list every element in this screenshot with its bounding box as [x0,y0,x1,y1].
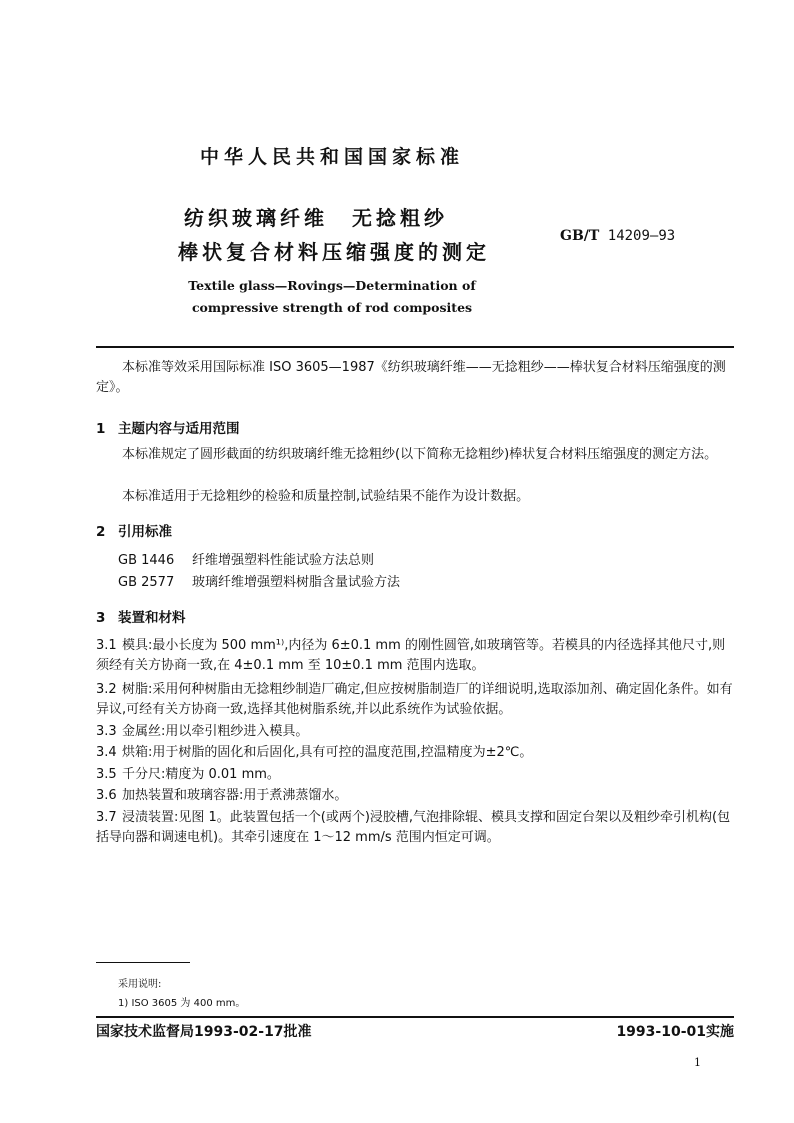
clause-number: 3.4 [96,745,117,760]
section-2-heading [96,520,172,540]
national-standard-title: 中华人民共和国国家标准 [199,146,464,168]
section-3-number: 3 [96,610,106,626]
clause-text: 浸渍装置:见图 1。此装置包括一个(或两个)浸胶槽,气泡排除辊、模具支撑和固定台架以及粗纱牵引机构(包括导向器和调速电机)。其牵引速度在 1～12 mm/s 范围内恒定可调。 [96,810,731,845]
section-2-number: 2 [96,524,106,540]
standard-code-number: 14209—93 [607,228,676,244]
standard-code [560,228,675,244]
section-3-title: 装置和材料 [118,610,186,626]
section-1-title: 主题内容与适用范围 [118,421,240,437]
clause-3-7 [96,808,736,848]
clause-number: 3.7 [96,810,117,825]
clause-text: 金属丝:用以牵引粗纱进入模具。 [122,724,309,739]
reference-code: GB 1446 [118,553,175,568]
chinese-title-line-1: 纺织玻璃纤维 无捻粗纱 [184,206,448,230]
section-2-title: 引用标准 [118,524,172,540]
section-3-heading [96,606,186,626]
clause-number: 3.3 [96,724,117,739]
section-1-paragraph-2: 本标准适用于无捻粗纱的检验和质量控制,试验结果不能作为设计数据。 [122,489,530,504]
clause-text: 树脂:采用何种树脂由无捻粗纱制造厂确定,但应按树脂制造厂的详细说明,选取添加剂、确定固化条件。如有异议,可经有关方协商一致,选择其他树脂系统,并以此系统作为试验依据。 [96,682,733,717]
clause-text: 模具:最小长度为 500 mm¹⁾,内径为 6±0.1 mm 的刚性圆管,如玻璃管等。若模具的内径选择其他尺寸,则须经有关方协商一致,在 4±0.1 mm 至 10±0.1 mm 范围内选取。 [96,638,726,673]
section-1-paragraph-1: 本标准规定了圆形截面的纺织玻璃纤维无捻粗纱(以下简称无捻粗纱)棒状复合材料压缩强度的测定方法。 [122,447,718,462]
clause-number: 3.1 [96,638,117,653]
reference-item [118,573,400,593]
page-number: 1 [694,1056,701,1069]
clause-number: 3.6 [96,788,117,803]
clause-3-2 [96,680,736,720]
footnote-heading: 采用说明: [118,979,162,990]
implementation-date: 1993-10-01实施 [616,1024,734,1040]
clause-3-4 [96,743,736,763]
footnote-note-1: 1) ISO 3605 为 400 mm。 [118,998,246,1009]
clause-3-5 [96,765,736,785]
clause-number: 3.2 [96,682,117,697]
approval-statement: 国家技术监督局1993-02-17批准 [96,1024,312,1040]
english-title-line-2: compressive strength of rod composites [191,300,473,315]
clause-text: 烘箱:用于树脂的固化和后固化,具有可控的温度范围,控温精度为±2℃。 [122,745,533,760]
reference-item [118,551,374,571]
section-1-heading [96,417,240,437]
reference-title: 纤维增强塑料性能试验方法总则 [192,553,375,568]
footnote-divider [96,962,190,963]
footer-divider [96,1016,734,1018]
reference-code: GB 2577 [118,575,175,590]
english-title-line-1: Textile glass—Rovings—Determination of [188,278,476,293]
chinese-title-line-2: 棒状复合材料压缩强度的测定 [178,240,490,264]
clause-3-3 [96,722,736,742]
clause-text: 加热装置和玻璃容器:用于煮沸蒸馏水。 [122,788,348,803]
section-1-number: 1 [96,421,106,437]
clause-3-1 [96,636,736,676]
header-divider [96,346,734,348]
reference-title: 玻璃纤维增强塑料树脂含量试验方法 [192,575,401,590]
standard-code-prefix: GB/T [560,228,600,244]
clause-text: 千分尺:精度为 0.01 mm。 [122,767,280,782]
intro-paragraph: 本标准等效采用国际标准 ISO 3605—1987《纺织玻璃纤维——无捻粗纱——棒状复合材料压缩强度的测定》。 [96,360,726,395]
clause-3-6 [96,786,736,806]
clause-number: 3.5 [96,767,117,782]
